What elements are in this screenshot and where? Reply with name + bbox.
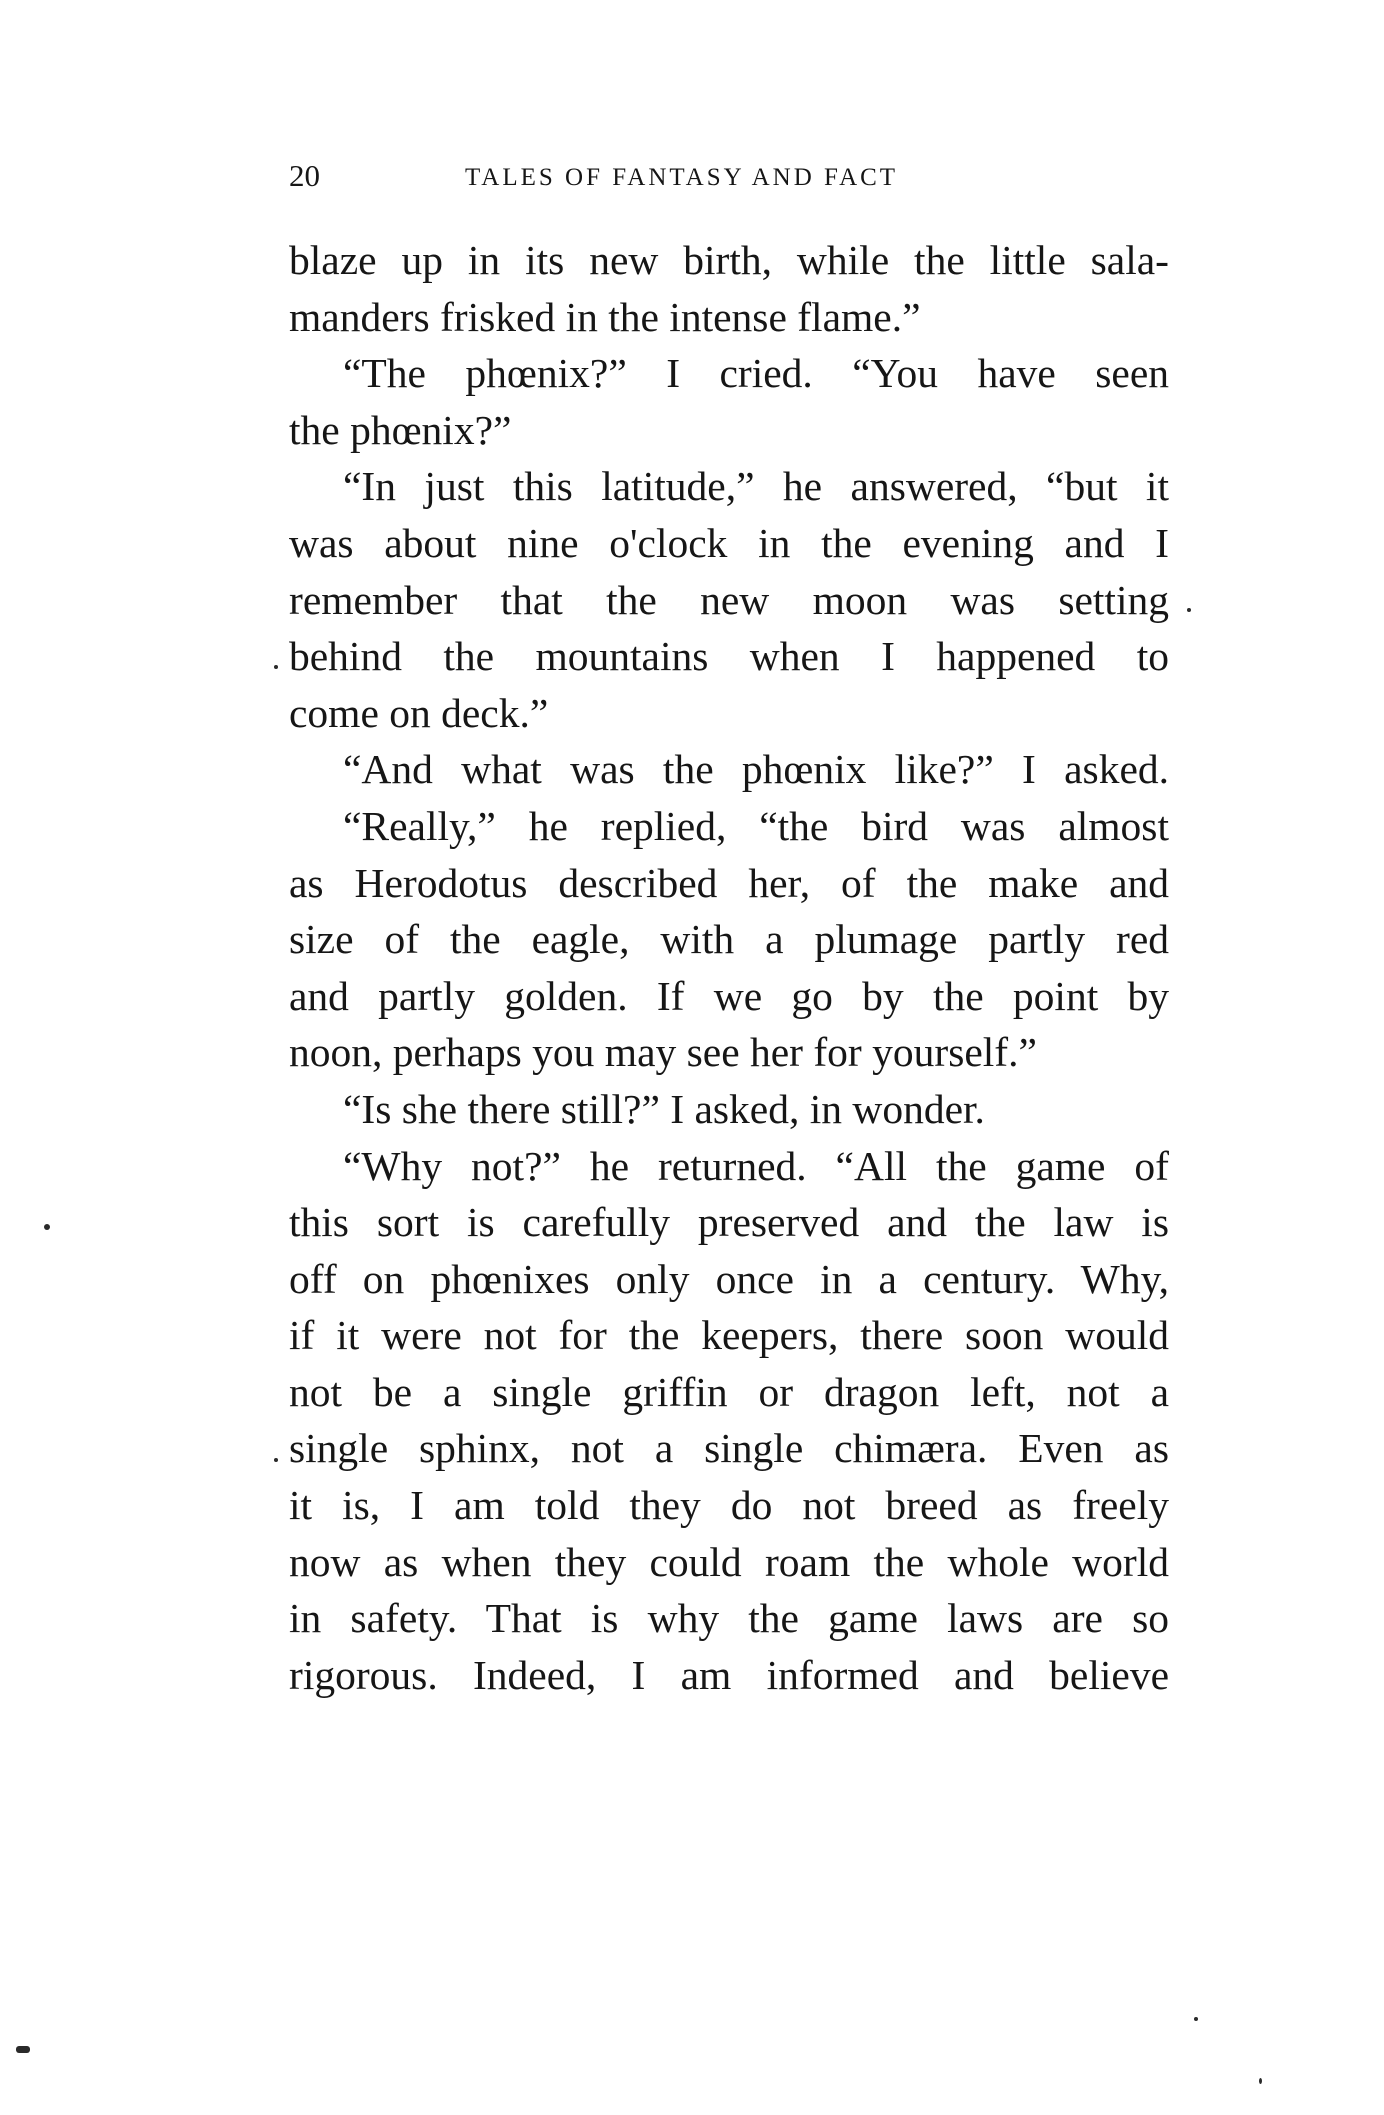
scan-speck xyxy=(274,1458,278,1462)
text-line: remember that the new moon was setting xyxy=(289,576,1169,623)
text-line: off on phœnixes only once in a century. Why, xyxy=(289,1255,1169,1302)
scan-speck xyxy=(44,1224,50,1230)
text-line: behind the mountains when I happened to xyxy=(289,633,1169,680)
text-line: “Is she there still?” I asked, in wonder. xyxy=(343,1085,985,1132)
text-line: this sort is carefully preserved and the law is xyxy=(289,1199,1169,1246)
text-line: noon, perhaps you may see her for yourself.” xyxy=(289,1029,1037,1076)
scan-speck xyxy=(16,2046,30,2053)
running-head xyxy=(289,156,1169,196)
body-text xyxy=(289,232,1169,1703)
text-line: “In just this latitude,” he answered, “but it xyxy=(343,463,1169,510)
text-line: manders frisked in the intense flame.” xyxy=(289,293,921,340)
scan-speck xyxy=(1194,2017,1198,2021)
text-line: “And what was the phœnix like?” I asked. xyxy=(343,746,1169,793)
text-line: rigorous. Indeed, I am informed and believe xyxy=(289,1651,1169,1698)
text-line: now as when they could roam the whole world xyxy=(289,1538,1169,1585)
text-line: it is, I am told they do not breed as freely xyxy=(289,1482,1169,1529)
text-line: “Really,” he replied, “the bird was almost xyxy=(343,802,1169,849)
page-number: 20 xyxy=(289,158,320,193)
text-line: “The phœnix?” I cried. “You have seen xyxy=(343,350,1169,397)
text-line: in safety. That is why the game laws are so xyxy=(289,1595,1169,1642)
running-title: TALES OF FANTASY AND FACT xyxy=(465,164,899,191)
text-line: come on deck.” xyxy=(289,689,549,736)
text-line: and partly golden. If we go by the point by xyxy=(289,972,1169,1019)
text-line: not be a single griffin or dragon left, not a xyxy=(289,1368,1169,1415)
text-line: single sphinx, not a single chimæra. Even as xyxy=(289,1425,1169,1472)
scan-speck xyxy=(1259,2078,1262,2084)
text-line: size of the eagle, with a plumage partly red xyxy=(289,916,1169,963)
scan-speck xyxy=(1187,608,1191,612)
text-line: blaze up in its new birth, while the little sala- xyxy=(289,237,1169,283)
text-line: the phœnix?” xyxy=(289,406,512,453)
text-line: as Herodotus described her, of the make and xyxy=(289,859,1169,906)
text-line: was about nine o'clock in the evening and I xyxy=(289,519,1169,566)
scan-speck xyxy=(274,665,278,669)
text-line: “Why not?” he returned. “All the game of xyxy=(343,1142,1169,1189)
text-line: if it were not for the keepers, there soon would xyxy=(289,1312,1169,1359)
